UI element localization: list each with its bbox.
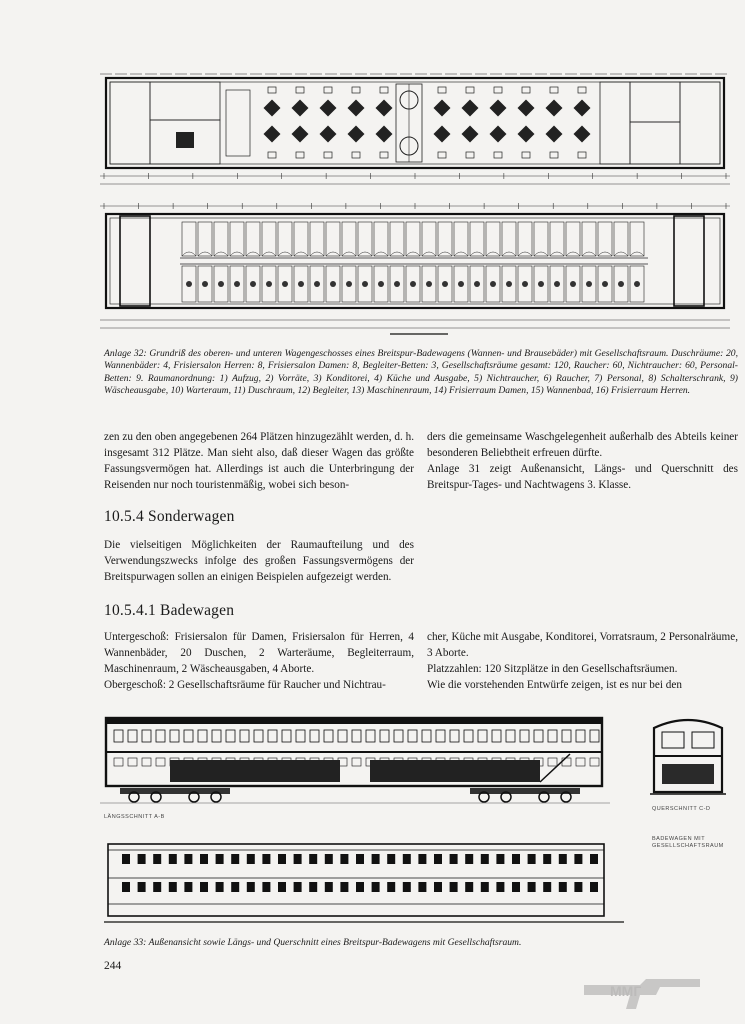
text-column-left-top xyxy=(104,429,414,493)
paragraph: ders die gemeinsame Waschgelegenheit außerhalb des Abteils keiner besonderen Beliebtheit erfreuen dürfte. xyxy=(427,431,738,459)
paragraph: Die vielseitigen Möglichkeiten der Raumaufteilung und des Verwendungszwecks infolge des großen Fassungsvermögens der Breitspurwagen sollen an einigen Beispielen aufgezeigt werden. xyxy=(104,539,414,583)
caption-32-label: Anlage 32: xyxy=(104,348,147,359)
section-heading-badewagen: 10.5.4.1 Badewagen xyxy=(104,602,235,619)
watermark xyxy=(580,965,730,1017)
page-number: 244 xyxy=(104,960,122,972)
figure-caption-33 xyxy=(104,937,738,949)
paragraph: cher, Küche mit Ausgabe, Konditorei, Vorratsraum, 2 Personalräume, 3 Aborte. xyxy=(427,631,738,659)
label-badewagen: BADEWAGEN MIT GESELLSCHAFTSRAUM xyxy=(652,836,724,849)
paragraph: Obergeschoß: 2 Gesellschaftsräume für Raucher und Nichtrau- xyxy=(104,679,386,691)
text-column-right-top xyxy=(427,429,738,493)
caption-33-text: Außenansicht sowie Längs- und Querschnitt eines Breitspur-Badewagens mit Gesellschaftsraum. xyxy=(148,937,522,948)
caption-32-text: Grundriß des oberen- und unteren Wagengeschosses eines Breitspur-Badewagens (Wannen- und Brausebäder) mit Gesellschaftsraum. Duschräume: 20, Wannenbäder: 4, Frisiersalon Herren: 8, Frisiersalon Damen: 8, Begleiter-Betten: 3, Gesellschaftsräume gesamt: 120, Raucher: 60, Nichtraucher: 60, Personal-Betten: 9. xyxy=(104,348,738,384)
lower-floor-plan xyxy=(100,200,730,338)
paragraph: Wie die vorstehenden Entwürfe zeigen, ist es nur bei den xyxy=(427,679,682,691)
paragraph: Untergeschoß: Frisiersalon für Damen, Frisiersalon für Herren, 4 Wannenbäder, 20 Duschen, 2 Warteräume, Begleiterraum, Maschinenraum, 2 Wäscheausgaben, 4 Aborte. xyxy=(104,631,414,675)
paragraph: Anlage 31 zeigt Außenansicht, Längs- und Querschnitt des Breitspur-Tages- und Nachtwagens 3. Klasse. xyxy=(427,463,738,491)
caption-32-legend: Raumanordnung: 1) Aufzug, 2) Vorräte, 3) Konditorei, 4) Küche und Ausgabe, 5) Nichtraucher, 6) Raucher, 7) Personal, 8) Schalterschrank, 9) Wäscheausgabe, 10) Warteraum, 11) Duschraum, 12) Begleiter, 13) Maschinenraum, 14) Frisierraum Damen, 15) Wannenbad, 16) Frisierraum Herren. xyxy=(104,372,739,397)
paragraph: zen zu den oben angegebenen 264 Plätzen hinzugezählt werden, d. h. insgesamt 312 Plätze. Man sieht also, daß dieser Wagen das größte Fassungsvermögen hat. Allerdings ist auch die Unterbringung der Reisenden nur noch touristenmäßig, wobei sich beson- xyxy=(104,431,414,491)
upper-floor-plan xyxy=(100,70,730,192)
label-laengsschnitt: LÄNGSSCHNITT A-B xyxy=(104,814,165,820)
figure-caption-32 xyxy=(104,348,738,398)
paragraph: Platzzahlen: 120 Sitzplätze in den Gesellschaftsräumen. xyxy=(427,663,678,675)
exterior-view-drawing xyxy=(104,838,624,928)
caption-33-label: Anlage 33: xyxy=(104,937,147,948)
text-column-left-badewagen xyxy=(104,629,414,693)
text-column-right-badewagen xyxy=(427,629,738,693)
cross-section-drawing xyxy=(650,714,726,798)
watermark-text: MMГ xyxy=(610,983,642,999)
longitudinal-section-drawing xyxy=(100,712,610,804)
label-querschnitt: QUERSCHNITT C-D xyxy=(652,806,711,812)
text-sonderwagen xyxy=(104,537,414,585)
section-heading-sonderwagen: 10.5.4 Sonderwagen xyxy=(104,508,235,525)
